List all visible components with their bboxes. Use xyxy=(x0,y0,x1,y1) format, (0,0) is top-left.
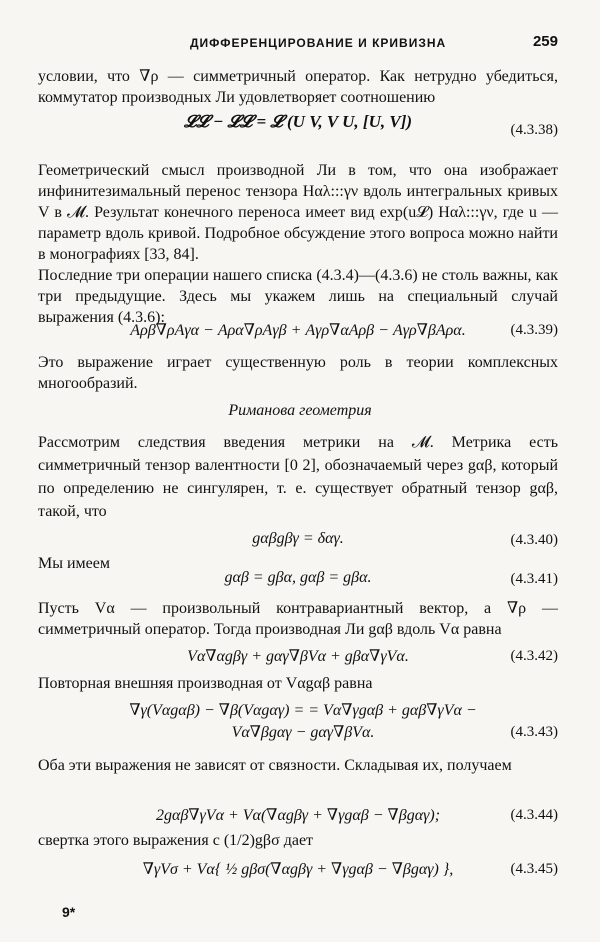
page-header xyxy=(0,30,600,52)
paragraph-8: Повторная внешняя производная от Vαgαβ равна xyxy=(38,675,373,692)
equation-number: (4.3.43) xyxy=(510,724,558,740)
equation-formula: gαβgβγ = δαγ. xyxy=(252,530,344,547)
equation-number: (4.3.39) xyxy=(510,322,558,338)
equation-4-3-39 xyxy=(38,320,558,344)
paragraph-6: Мы имеем xyxy=(38,555,110,572)
paragraph-10: свертка этого выражения с (1/2)gβσ дает xyxy=(38,832,314,849)
paragraph-2: Геометрический смысл производной Ли в том, что она изображает инфинитезимальный перенос тензора Hαλ:::γν вдоль интегральных кривых V в 𝓜. Результат конечного переноса имеет вид exp(u𝓛) Hαλ:::γν, где u — параметр вдоль кривой. Подробное обсуждение этого вопроса можно найти в монографиях [33, 84]. xyxy=(38,162,558,263)
equation-number: (4.3.45) xyxy=(510,861,558,877)
equation-formula: ∇γVσ + Vα{ ½ gβσ(∇αgβγ + ∇γgαβ − ∇βgαγ) }, xyxy=(142,861,454,878)
equation-4-3-40 xyxy=(38,530,558,554)
equation-number: (4.3.40) xyxy=(510,532,558,548)
equation-number: (4.3.38) xyxy=(510,122,558,138)
paragraph-5: Рассмотрим следствия введения метрики на 𝓜. Метрика есть симметричный тензор валентности [0 2], обозначаемый через gαβ, который по определению не сингулярен, т. е. существует обратный тензор gαβ, такой, что xyxy=(38,434,558,520)
equation-4-3-42 xyxy=(38,646,558,670)
equation-formula: 2gαβ∇γVα + Vα(∇αgβγ + ∇γgαβ − ∇βgαγ); xyxy=(155,807,441,824)
running-title: ДИФФЕРЕНЦИРОВАНИЕ И КРИВИЗНА xyxy=(190,36,447,50)
equation-number: (4.3.41) xyxy=(510,571,558,587)
paragraph-4: Это выражение играет существенную роль в теории комплексных многообразий. xyxy=(38,354,558,392)
equation-formula: 𝓛𝓛 − 𝓛𝓛 = 𝓛 (U V, V U, [U, V]) xyxy=(183,112,413,131)
paragraph-1: условии, что ∇ρ — симметричный оператор. Как нетрудно убедиться, коммутатор производных Ли удовлетворяет соотношению xyxy=(38,68,558,106)
equation-formula: Vα∇αgβγ + gαγ∇βVα + gβα∇γVα. xyxy=(187,648,409,665)
paragraph-9: Оба эти выражения не зависят от связности. Складывая их, получаем xyxy=(38,757,512,774)
paragraph-7: Пусть Vα — произвольный контравариантный вектор, а ∇ρ — симметричный оператор. Тогда производная Ли gαβ вдоль Vα равна xyxy=(38,600,558,638)
equation-4-3-38 xyxy=(38,112,558,152)
equation-4-3-44 xyxy=(38,805,558,829)
equation-formula: gαβ = gβα, gαβ = gβα. xyxy=(224,569,372,586)
equation-formula: ∇γ(Vαgαβ) − ∇β(Vαgαγ) = = Vα∇γgαβ + gαβ∇γVα − Vα∇βgαγ − gαγ∇βVα. xyxy=(129,702,477,741)
equation-4-3-43 xyxy=(38,700,558,746)
paragraph-3: Последние три операции нашего списка (4.3.4)—(4.3.6) не столь важны, как три предыдущие. Здесь мы укажем лишь на специальный случай выражения (4.3.6): xyxy=(38,267,558,326)
page-number: 259 xyxy=(532,33,558,50)
equation-4-3-41 xyxy=(38,569,558,593)
equation-4-3-45 xyxy=(38,855,558,885)
equation-number: (4.3.42) xyxy=(510,648,558,664)
signature-mark: 9* xyxy=(62,904,76,920)
section-title: Риманова геометрия xyxy=(228,402,372,419)
equation-number: (4.3.44) xyxy=(510,807,558,823)
equation-formula: Aρβ∇ρAγα − Aρα∇ρAγβ + Aγρ∇αAρβ − Aγρ∇βAρα. xyxy=(130,322,466,339)
